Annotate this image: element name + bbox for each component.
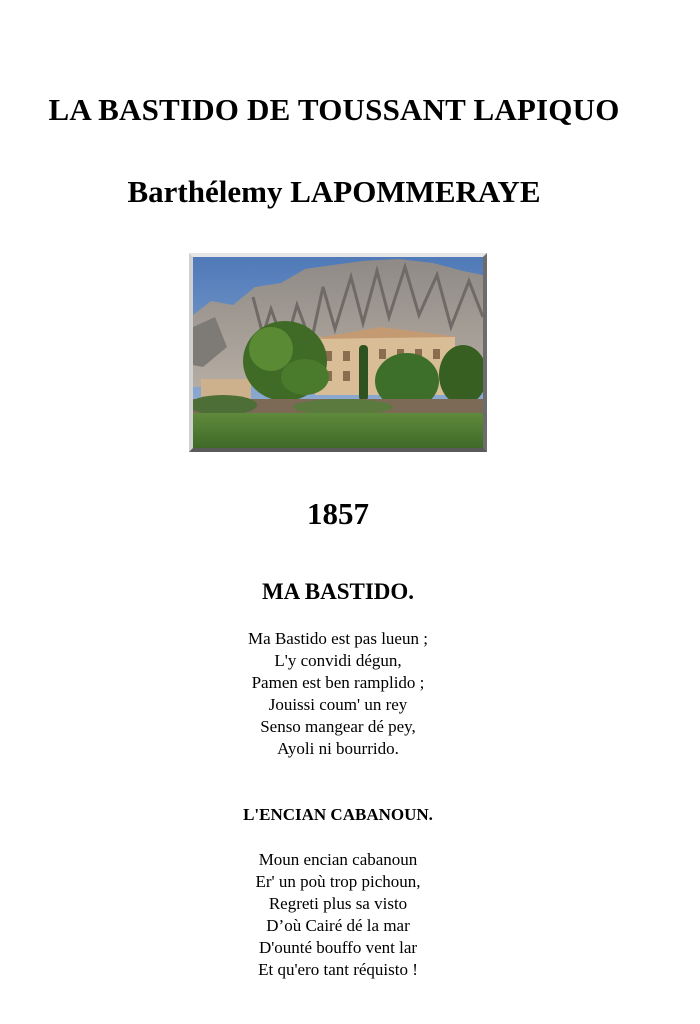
verse-line: Er' un poù trop pichoun, [255,872,421,891]
stanza-ma-bastido [0,628,676,760]
verse-line: Senso mangear dé pey, [260,717,416,736]
verse-line: Ayoli ni bourrido. [277,739,399,758]
verse-line: Jouissi coum' un rey [268,695,408,714]
verse-line: Ma Bastido est pas lueun ; [248,629,428,648]
verse-line: Et qu'ero tant réquisto ! [258,960,418,979]
document-title: LA BASTIDO DE TOUSSANT LAPIQUO [48,92,620,127]
section-heading-encian-cabanoun: L'ENCIAN CABANOUN. [243,805,433,824]
publication-year: 1857 [307,496,369,531]
verse-line: L'y convidi dégun, [274,651,402,670]
verse-line: Regreti plus sa visto [268,894,408,913]
author-name: Barthélemy LAPOMMERAYE [127,174,541,209]
stanza-encian-cabanoun [0,849,676,981]
verse-line: D’où Cairé dé la mar [266,916,410,935]
bastide-photo [189,253,487,452]
bastide-photo-illustration [193,257,483,448]
verse-line: Moun encian cabanoun [258,850,418,869]
verse-line: Pamen est ben ramplido ; [251,673,425,692]
verse-line: D'ounté bouffo vent lar [258,938,418,957]
section-heading-ma-bastido: MA BASTIDO. [261,579,415,604]
